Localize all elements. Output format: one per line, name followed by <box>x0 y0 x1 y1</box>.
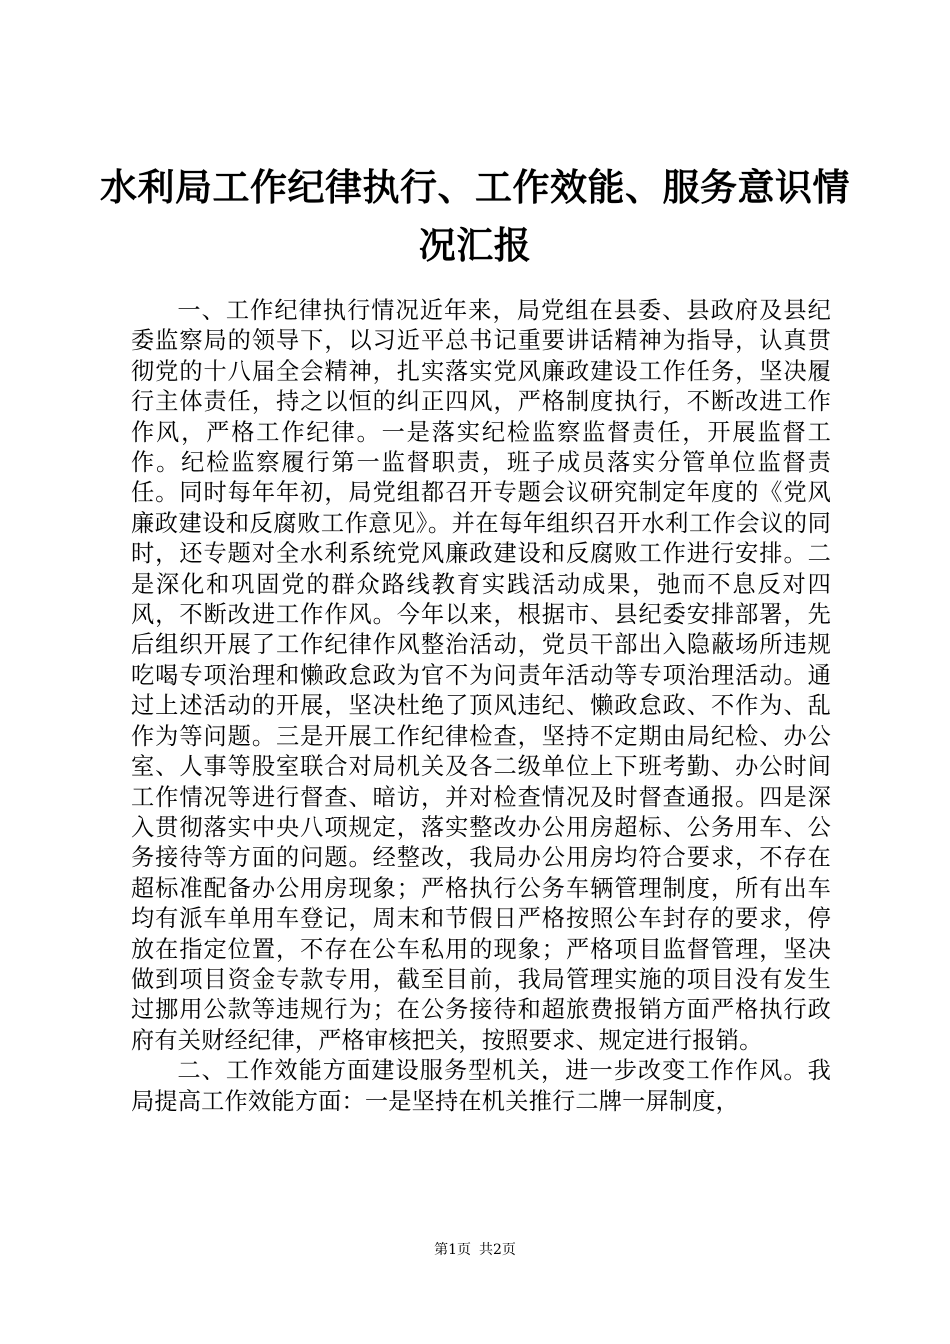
page-total: 共2页 <box>479 1242 516 1258</box>
paragraph-1: 一、工作纪律执行情况近年来，局党组在县委、县政府及县纪委监察局的领导下，以习近平总书记重要讲话精神为指导，认真贯彻党的十八届全会精神，扎实落实党风廉政建设工作任务，坚决履行主体责任，持之以恒的纠正四风，严格制度执行，不断改进工作作风，严格工作纪律。一是落实纪检监察监督责任，开展监督工作。纪检监察履行第一监督职责，班子成员落实分管单位监督责任。同时每年年初，局党组都召开专题会议研究制定年度的《党风廉政建设和反腐败工作意见》。并在每年组织召开水利工作会议的同时，还专题对全水利系统党风廉政建设和反腐败工作进行安排。二是深化和巩固党的群众路线教育实践活动成果，弛而不息反对四风，不断改进工作作风。今年以来，根据市、县纪委安排部署，先后组织开展了工作纪律作风整治活动，党员干部出入隐蔽场所违规吃喝专项治理和懒政怠政为官不为问责年活动等专项治理活动。通过上述活动的开展，坚决杜绝了顶风违纪、懒政怠政、不作为、乱作为等问题。三是开展工作纪律检查，坚持不定期由局纪检、办公室、人事等股室联合对局机关及各二级单位上下班考勤、办公时间工作情况等进行督查、暗访，并对检查情况及时督查通报。四是深入贯彻落实中央八项规定，落实整改办公用房超标、公务用车、公务接待等方面的问题。经整改，我局办公用房均符合要求，不存在超标准配备办公用房现象；严格执行公务车辆管理制度，所有出车均有派车单用车登记，周末和节假日严格按照公车封存的要求，停放在指定位置，不存在公车私用的现象；严格项目监督管理，坚决做到项目资金专款专用，截至目前，我局管理实施的项目没有发生过挪用公款等违规行为；在公务接待和超旅费报销方面严格执行政府有关财经纪律，严格审核把关，按照要求、规定进行报销。 <box>131 297 831 1054</box>
page-number: 第1页 <box>434 1242 471 1258</box>
paragraph-2: 二、工作效能方面建设服务型机关，进一步改变工作作风。我局提高工作效能方面：一是坚持在机关推行二牌一屏制度， <box>131 1057 831 1115</box>
page-footer <box>0 1240 950 1260</box>
document-body <box>131 296 831 1117</box>
document-title: 水利局工作纪律执行、工作效能、服务意识情况汇报 <box>100 165 850 267</box>
